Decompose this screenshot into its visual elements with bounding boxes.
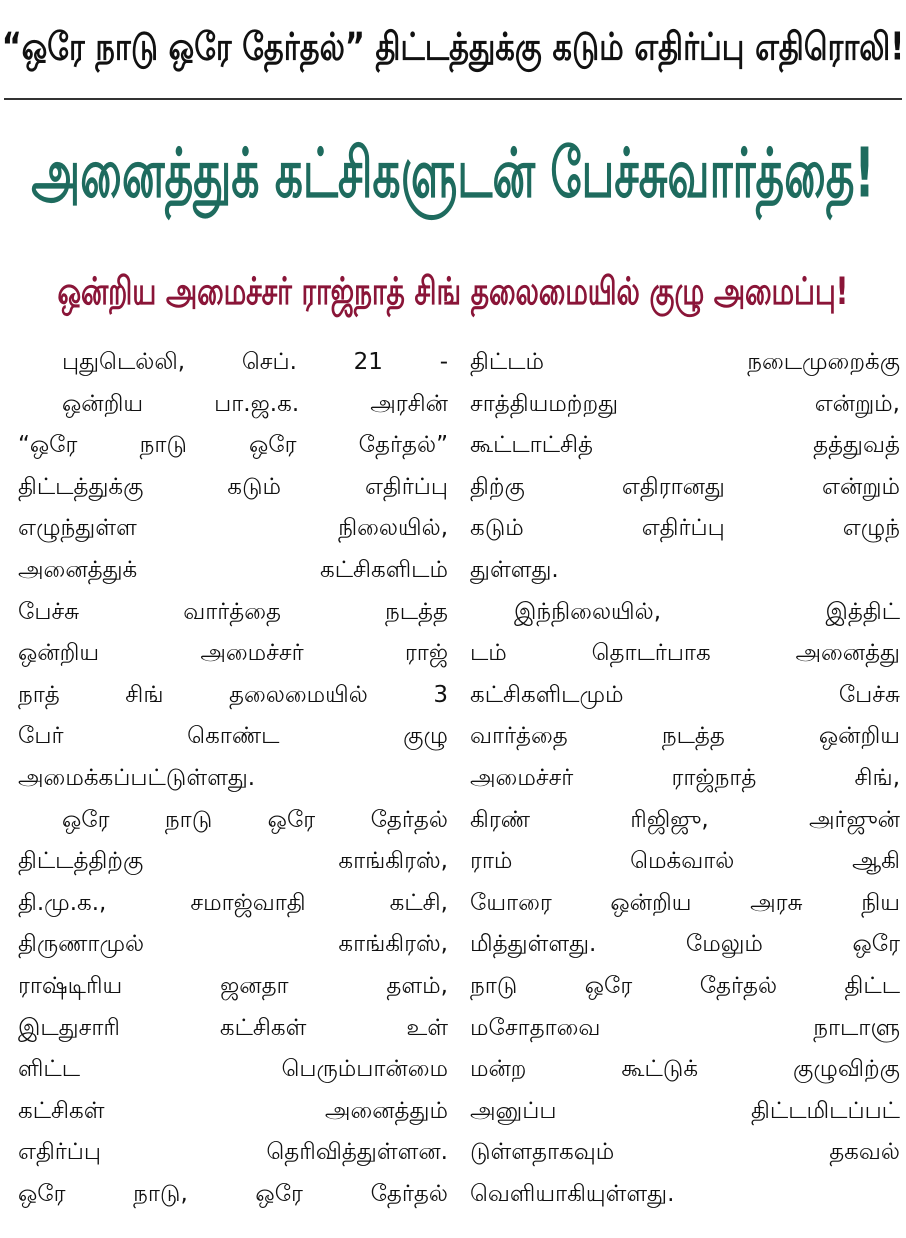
body-line: கூட்டாட்சித் தத்துவத் <box>470 432 900 459</box>
body-line: அனைத்துக் கட்சிகளிடம் <box>18 556 448 583</box>
body-line: பேர் கொண்ட குழு <box>18 723 448 750</box>
left-column <box>18 342 448 1215</box>
body-line: கட்சிகள் அனைத்தும் <box>18 1097 448 1124</box>
body-line: பேச்சு வார்த்தை நடத்த <box>18 598 448 625</box>
body-line: கிரண் ரிஜிஜு, அர்ஜுன் <box>470 806 900 833</box>
sub-headline: ஒன்றிய அமைச்சர் ராஜ்நாத் சிங் தலைமையில் குழு அமைப்பு! <box>57 269 849 314</box>
dateline: புதுடெல்லி, செப். 21 - <box>62 349 448 375</box>
body-line: மன்ற கூட்டுக் குழுவிற்கு <box>470 1056 900 1083</box>
body-line: எதிர்ப்பு தெரிவித்துள்ளன. <box>18 1139 448 1166</box>
right-column <box>470 342 900 1215</box>
body-line: அனுப்ப திட்டமிடப்பட் <box>470 1097 900 1124</box>
body-line: திட்டத்துக்கு கடும் எதிர்ப்பு <box>18 473 448 500</box>
body-line: தி.மு.க., சமாஜ்வாதி கட்சி, <box>18 889 448 916</box>
body-line: இடதுசாரி கட்சிகள் உள் <box>18 1014 448 1041</box>
body-line: ஒரே நாடு, ஒரே தேர்தல் <box>18 1180 448 1207</box>
body-line: கட்சிகளிடமும் பேச்சு <box>470 681 900 708</box>
body-line: வெளியாகியுள்ளது. <box>470 1180 675 1207</box>
body-line: ஒன்றிய பா.ஜ.க. அரசின் <box>62 390 448 417</box>
body-line: மசோதாவை நாடாளு <box>470 1014 900 1041</box>
body-line: நாடு ஒரே தேர்தல் திட்ட <box>470 972 900 999</box>
body-line: டுள்ளதாகவும் தகவல் <box>470 1139 900 1166</box>
body-line: ராஷ்டிரிய ஜனதா தளம், <box>18 972 448 999</box>
body-line: சாத்தியமற்றது என்றும், <box>470 390 900 417</box>
kicker-headline: “ஒரே நாடு ஒரே தேர்தல்” திட்டத்துக்கு கடும் எதிர்ப்பு எதிரொலி! <box>1 25 905 70</box>
body-line: இந்நிலையில், இத்திட் <box>514 598 900 625</box>
body-line: திட்டம் நடைமுறைக்கு <box>470 349 900 375</box>
body-line: டம் தொடர்பாக அனைத்து <box>470 640 900 667</box>
body-line: திற்கு எதிரானது என்றும் <box>470 473 900 500</box>
body-line: “ஒரே நாடு ஒரே தேர்தல்” <box>18 432 448 459</box>
body-line: ளிட்ட பெரும்பான்மை <box>18 1056 448 1083</box>
body-line: திட்டத்திற்கு காங்கிரஸ், <box>18 848 448 875</box>
body-line: திருணாமுல் காங்கிரஸ், <box>18 931 448 958</box>
body-line: அமைக்கப்பட்டுள்ளது. <box>18 764 256 791</box>
body-line: மித்துள்ளது. மேலும் ஒரே <box>470 931 900 958</box>
body-line: அமைச்சர் ராஜ்நாத் சிங், <box>470 764 900 791</box>
body-line: ராம் மெக்வால் ஆகி <box>470 848 900 875</box>
main-headline: அனைத்துக் கட்சிகளுடன் பேச்சுவார்த்தை! <box>31 134 875 214</box>
body-line: யோரை ஒன்றிய அரசு நிய <box>470 889 900 916</box>
body-line: எழுந்துள்ள நிலையில், <box>18 515 448 542</box>
body-line: ஒரே நாடு ஒரே தேர்தல் <box>62 806 448 833</box>
body-line: வார்த்தை நடத்த ஒன்றிய <box>470 723 900 750</box>
body-line: நாத் சிங் தலைமையில் 3 <box>18 681 448 708</box>
body-line: ஒன்றிய அமைச்சர் ராஜ் <box>18 640 448 667</box>
body-line: கடும் எதிர்ப்பு எழுந் <box>470 515 900 542</box>
body-line: துள்ளது. <box>470 556 559 583</box>
